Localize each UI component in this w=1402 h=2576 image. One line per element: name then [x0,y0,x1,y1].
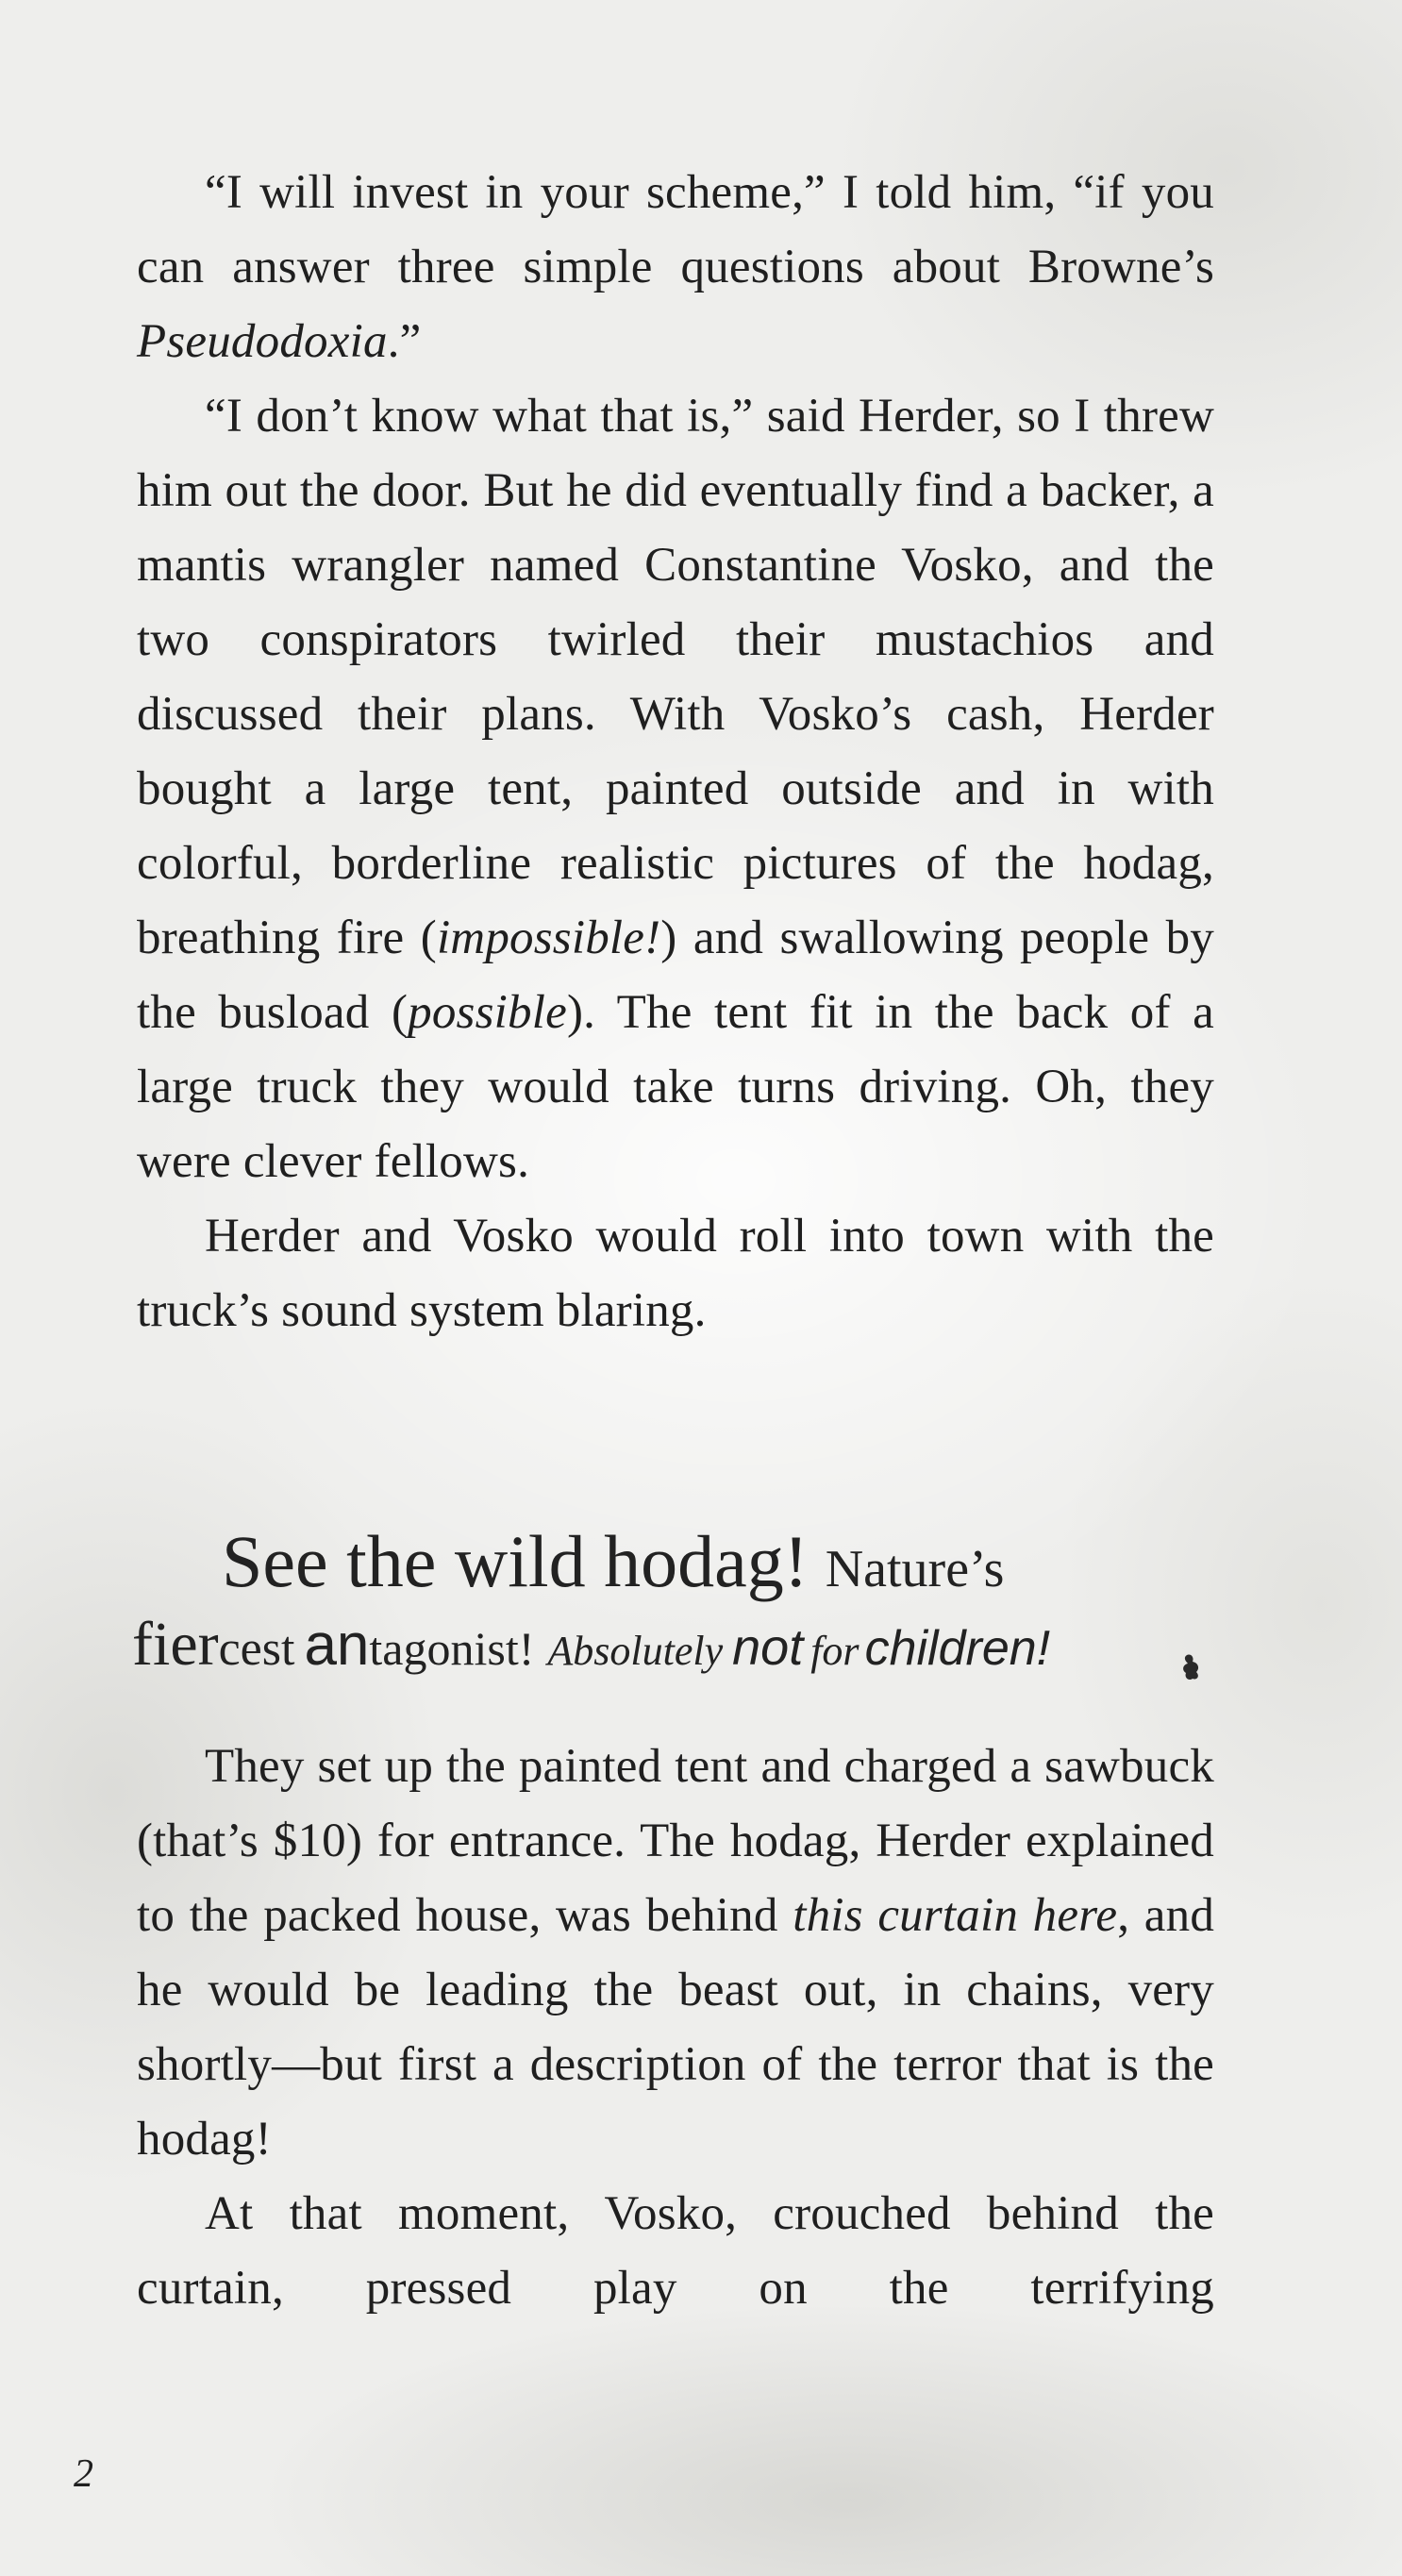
text-run: “I don’t know what that is,” said Herder, so I threw him out the door. But he did eventually find a backer, a mantis wrangler named Constantine Vosko, and the two conspirators twirled their mustachios and discussed their plans. With Vosko’s cash, Herder bought a large tent, painted outside and in with colorful, borderline realistic pictures of the hodag, breathing fire ( [137,390,1214,964]
text-run: .” [387,315,422,368]
paragraph [137,156,1214,379]
banner-see: See the wild hodag! [222,1520,809,1602]
banner-line-1 [222,1519,1004,1604]
banner-cest: cest [218,1622,295,1676]
italic-title: Pseudodoxia [137,315,388,368]
italic-phrase: this curtain here [793,1889,1118,1942]
page-number: 2 [74,2452,93,2496]
italic-word: impossible! [436,912,661,964]
banner-tagonist: tagonist! [369,1622,535,1675]
hodag-banner [132,1500,1227,1689]
text-run: ). The tent fit in the back of a large truck they would take turns driving. Oh, they were clever fellows. [137,986,1215,1188]
paragraph [137,2177,1214,2326]
text-run: They set up the painted tent and charged a sawbuck (that’s $10) for entrance. The hodag, Herder explained to the packed house, was behind [137,1740,1214,1942]
text-block-bottom [137,1730,1214,2326]
banner-absolutely: Absolutely [547,1628,724,1674]
paragraph [137,1730,1214,2177]
banner-for: for [810,1628,860,1674]
banner-natures: Nature’s [825,1540,1005,1598]
italic-word: possible [408,986,567,1039]
banner-fier: fier [132,1610,219,1679]
text-run: “I will invest in your scheme,” I told him, “if you can answer three simple questions about Browne’s [137,166,1214,293]
paragraph [137,379,1214,1199]
banner-children: children! [864,1621,1051,1676]
text-run: ) and swallowing people by the busload ( [137,912,1214,1039]
text-run: At that moment, Vosko, crouched behind the curtain, pressed play on the terrifying [137,2187,1214,2315]
banner-an: an [304,1613,370,1678]
paragraph [137,1199,1214,1348]
text-block-top [137,156,1214,1348]
banner-line-2 [132,1609,1050,1681]
ink-splatter-icon [1181,1653,1202,1681]
text-run: Herder and Vosko would roll into town with the truck’s sound system blaring. [137,1210,1214,1337]
banner-not: not [732,1619,804,1676]
text-run: , and he would be leading the beast out, in chains, very shortly—but first a description of the terror that is the hodag! [137,1889,1215,2166]
